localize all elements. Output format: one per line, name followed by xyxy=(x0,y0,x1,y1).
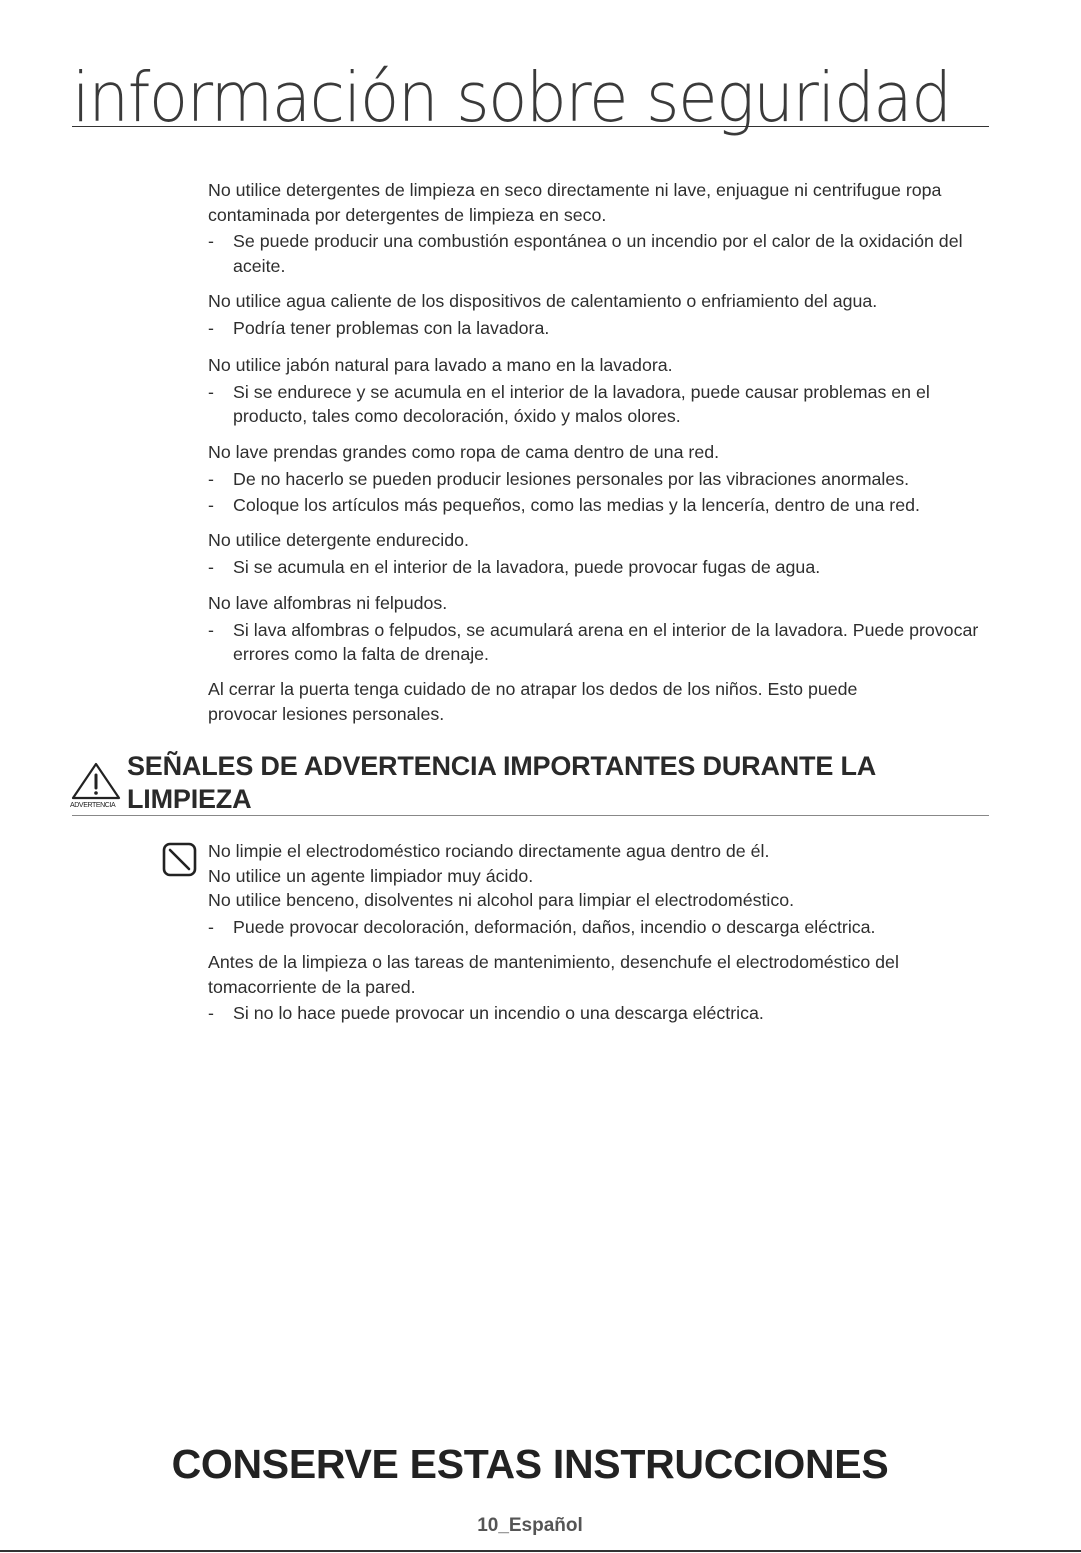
footer-title: CONSERVE ESTAS INSTRUCCIONES xyxy=(171,1441,889,1487)
safety-item xyxy=(208,289,988,340)
safety-item xyxy=(208,353,988,429)
bottom-divider xyxy=(0,1550,1081,1552)
safety-item xyxy=(208,677,928,726)
safety-item-text: No lave alfombras ni felpudos. xyxy=(208,593,448,613)
safety-item-detail: - Si lava alfombras o felpudos, se acumulará arena en el interior de la lavadora. Puede provocar errores como la falta de drenaje. xyxy=(208,618,988,667)
safety-item-detail: - Si se acumula en el interior de la lavadora, puede provocar fugas de agua. xyxy=(208,555,988,580)
warning-item-text: No utilice benceno, disolventes ni alcohol para limpiar el electrodoméstico. xyxy=(208,890,795,910)
warning-triangle-icon xyxy=(70,762,122,816)
warning-icon-label: ADVERTENCIA xyxy=(70,802,116,809)
safety-item-text: Al cerrar la puerta tenga cuidado de no atrapar los dedos de los niños. Esto puede provocar lesiones personales. xyxy=(208,679,858,724)
title-divider xyxy=(72,126,989,127)
safety-item-text: No utilice agua caliente de los dispositivos de calentamiento o enfriamiento del agua. xyxy=(208,291,878,311)
warning-item-text: No limpie el electrodoméstico rociando directamente agua dentro de él. xyxy=(208,841,770,861)
safety-item xyxy=(208,178,988,278)
section-heading xyxy=(127,750,987,816)
safety-item xyxy=(208,440,988,518)
safety-item xyxy=(208,528,988,579)
section-heading-line: SEÑALES DE ADVERTENCIA IMPORTANTES DURANTE LA xyxy=(127,751,877,781)
safety-item-detail: - Coloque los artículos más pequeños, como las medias y la lencería, dentro de una red. xyxy=(208,493,988,518)
safety-item-detail: - Podría tener problemas con la lavadora. xyxy=(208,316,988,341)
page-title: información sobre seguridad xyxy=(72,58,951,138)
prohibition-icon xyxy=(162,842,197,877)
safety-item-text: No utilice jabón natural para lavado a mano en la lavadora. xyxy=(208,355,673,375)
safety-item xyxy=(208,591,988,667)
safety-item-text: No utilice detergentes de limpieza en seco directamente ni lave, enjuague ni centrifugue ropa contaminada por detergentes de limpieza en seco. xyxy=(208,180,942,225)
safety-item-detail: - Si se endurece y se acumula en el interior de la lavadora, puede causar problemas en el producto, tales como decoloración, óxido y malos olores. xyxy=(208,380,988,429)
safety-item-detail: - Se puede producir una combustión espontánea o un incendio por el calor de la oxidación del aceite. xyxy=(208,229,988,278)
warning-item-text: Antes de la limpieza o las tareas de mantenimiento, desenchufe el electrodoméstico del tomacorriente de la pared. xyxy=(208,952,899,997)
warning-item xyxy=(208,839,988,939)
section-heading-line: LIMPIEZA xyxy=(127,784,252,814)
warning-item-text: No utilice un agente limpiador muy ácido. xyxy=(208,865,534,886)
section-divider xyxy=(72,815,989,816)
safety-item-text: No lave prendas grandes como ropa de cama dentro de una red. xyxy=(208,442,720,462)
page-number: 10_Español xyxy=(477,1515,583,1536)
warning-item xyxy=(208,950,988,1026)
safety-item-detail: - De no hacerlo se pueden producir lesiones personales por las vibraciones anormales. xyxy=(208,467,988,492)
safety-item-text: No utilice detergente endurecido. xyxy=(208,530,469,550)
warning-item-detail: - Puede provocar decoloración, deformación, daños, incendio o descarga eléctrica. xyxy=(208,915,988,940)
warning-item-detail: - Si no lo hace puede provocar un incendio o una descarga eléctrica. xyxy=(208,1001,988,1026)
